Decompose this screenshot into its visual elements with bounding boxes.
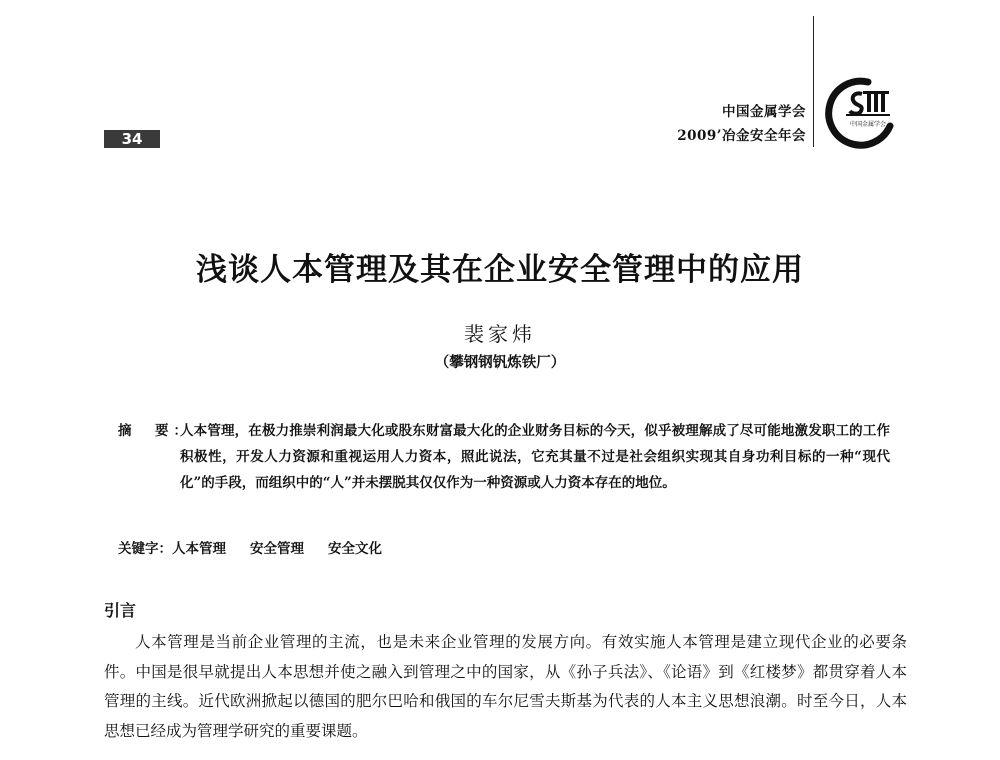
csm-logo-icon <box>820 74 898 152</box>
keyword: 人本管理 <box>172 541 226 557</box>
section-heading: 引言 <box>104 601 137 620</box>
keyword: 安全管理 <box>250 541 304 557</box>
abstract-text: 人本管理，在极力推崇利润最大化或股东财富最大化的企业财务目标的今天，似乎被理解成了尽可能地激发职工的工作积极性，开发人力资源和重视运用人力资本，照此说法，它充其量不过是社会组织实现其自身功利目标的一种“现代化”的手段，而组织中的“人”并未摆脱其仅仅作为一种资源或人力资本存在的地位。 <box>180 423 890 491</box>
paper-title: 浅谈人本管理及其在企业安全管理中的应用 <box>196 252 804 288</box>
intro-section <box>104 628 907 746</box>
org-name: 中国金属学会 <box>722 104 806 120</box>
conference-header <box>677 100 806 148</box>
keyword: 安全文化 <box>328 541 382 557</box>
intro-paragraph: 人本管理是当前企业管理的主流，也是未来企业管理的发展方向。有效实施人本管理是建立现代企业的必要条件。中国是很早就提出人本思想并使之融入到管理之中的国家，从《孙子兵法》、《论语》到《红楼梦》都贯穿着人本管理的主线。近代欧洲掀起以德国的肥尔巴哈和俄国的车尔尼雪夫斯基为代表的人本主义思想浪潮。时至今日，人本思想已经成为管理学研究的重要课题。 <box>104 633 907 740</box>
keywords-label: 关键字： <box>118 541 172 557</box>
abstract-label: 摘 要： <box>118 423 192 439</box>
header-divider <box>813 16 814 147</box>
abstract <box>118 418 890 496</box>
author-affiliation: （攀钢钢钒炼铁厂） <box>434 354 566 371</box>
logo-text: 中国金属学会 <box>849 121 887 128</box>
author-name: 裴家炜 <box>464 322 536 346</box>
conference-name: 2009’冶金安全年会 <box>677 128 806 144</box>
keywords <box>118 537 406 557</box>
page-number: 34 <box>104 130 160 148</box>
